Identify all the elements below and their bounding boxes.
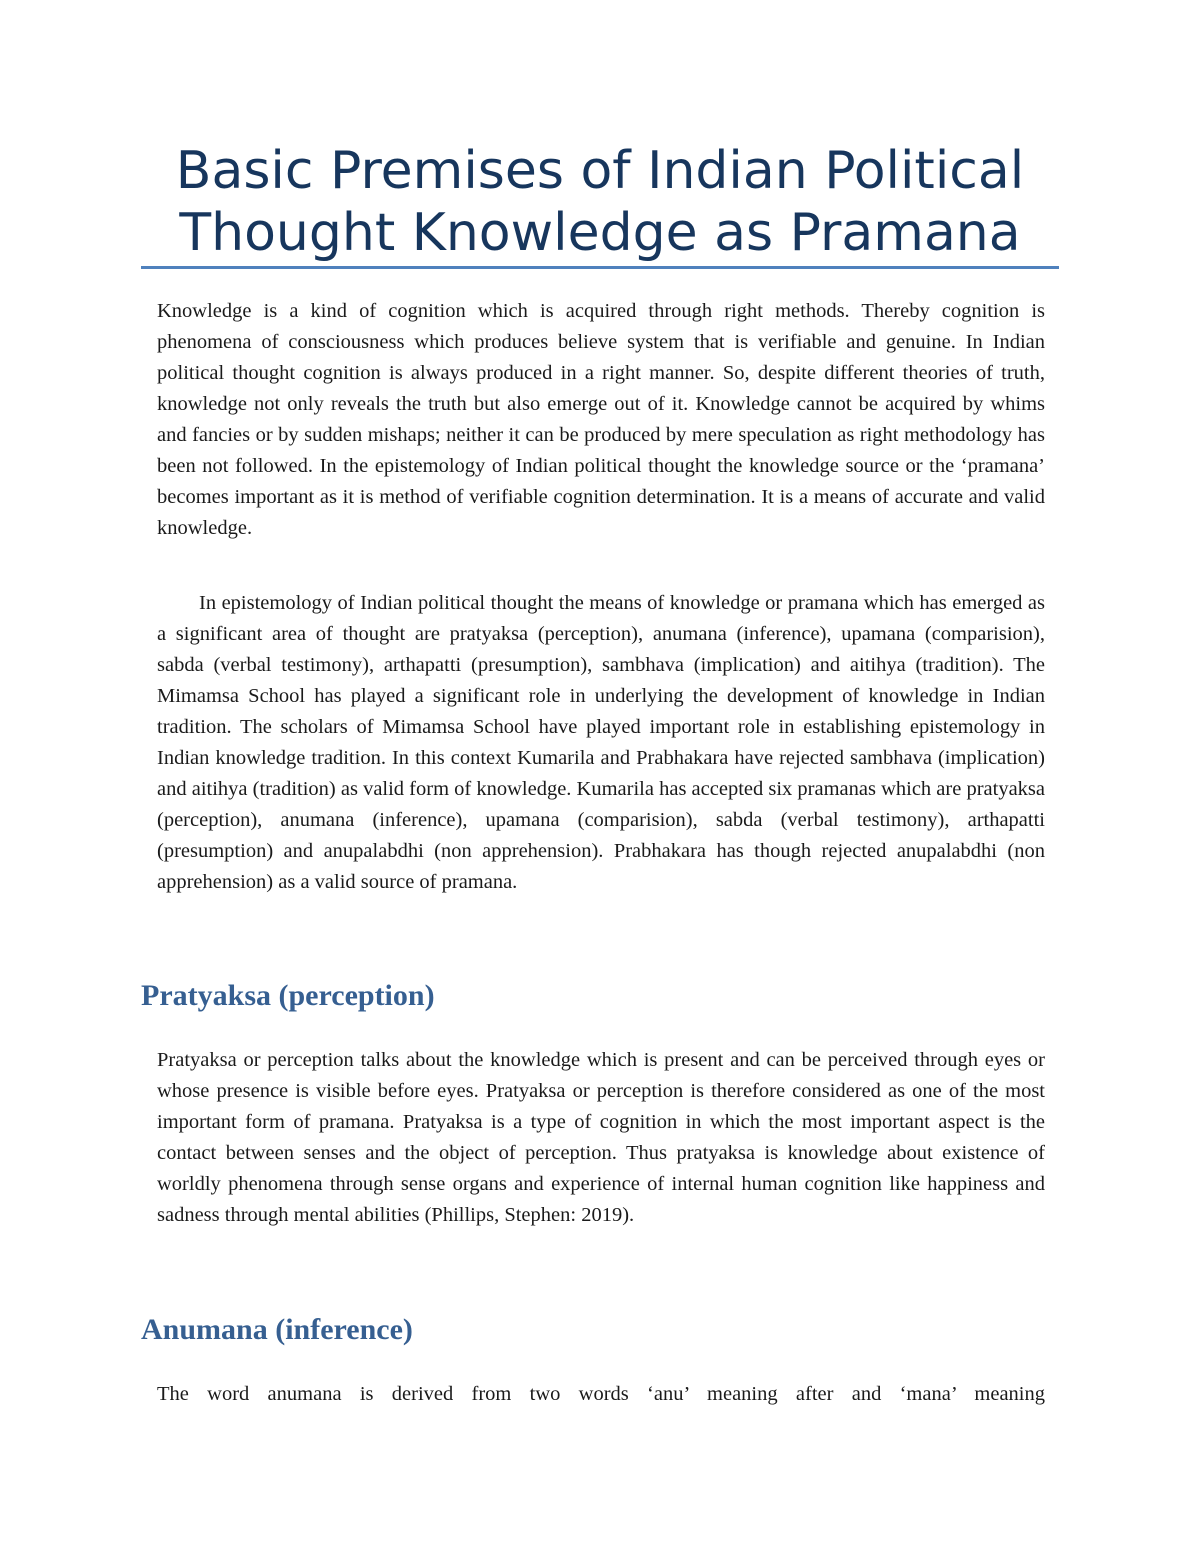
title-underline-rule [141,266,1059,269]
document-title [140,140,1060,264]
intro-paragraph-1: Knowledge is a kind of cognition which is acquired through right methods. Thereby cognition is phenomena of consciousness which produces believe system that is verifiable and genuine. In Indian political thought cognition is always produced in a right manner. So, despite different theories of truth, knowledge not only reveals the truth but also emerge out of it. Knowledge cannot be acquired by whims and fancies or by sudden mishaps; neither it can be produced by mere speculation as right methodology has been not followed. In the epistemology of Indian political thought the knowledge source or the ‘pramana’ becomes important as it is method of verifiable cognition determination. It is a means of accurate and valid knowledge. [157,300,1045,539]
section-heading-pratyaksa: Pratyaksa (perception) [141,979,435,1012]
title-line-1: Basic Premises of Indian Political [175,141,1025,201]
section-heading-anumana: Anumana (inference) [141,1313,413,1346]
section-body-pratyaksa: Pratyaksa or perception talks about the knowledge which is present and can be perceived through eyes or whose presence is visible before eyes. Pratyaksa or perception is therefore considered as one of the most important form of pramana. Pratyaksa is a type of cognition in which the most important aspect is the contact between senses and the object of perception. Thus pratyaksa is knowledge about existence of worldly phenomena through sense organs and experience of internal human cognition like happiness and sadness through mental abilities (Phillips, Stephen: 2019). [157,1049,1045,1226]
intro-paragraph-2: In epistemology of Indian political thought the means of knowledge or pramana which has emerged as a significant area of thought are pratyaksa (perception), anumana (inference), upamana (comparision), sabda (verbal testimony), arthapatti (presumption), sambhava (implication) and aitihya (tradition). The Mimamsa School has played a significant role in underlying the development of knowledge in Indian tradition. The scholars of Mimamsa School have played important role in establishing epistemology in Indian knowledge tradition. In this context Kumarila and Prabhakara have rejected sambhava (implication) and aitihya (tradition) as valid form of knowledge. Kumarila has accepted six pramanas which are pratyaksa (perception), anumana (inference), upamana (comparision), sabda (verbal testimony), arthapatti (presumption) and anupalabdhi (non apprehension). Prabhakara has though rejected anupalabdhi (non apprehension) as a valid source of pramana. [157,592,1046,893]
section-body-anumana: The word anumana is derived from two words ‘anu’ meaning after and ‘mana’ meaning [157,1383,1045,1405]
title-line-2: Thought Knowledge as Pramana [179,203,1021,263]
